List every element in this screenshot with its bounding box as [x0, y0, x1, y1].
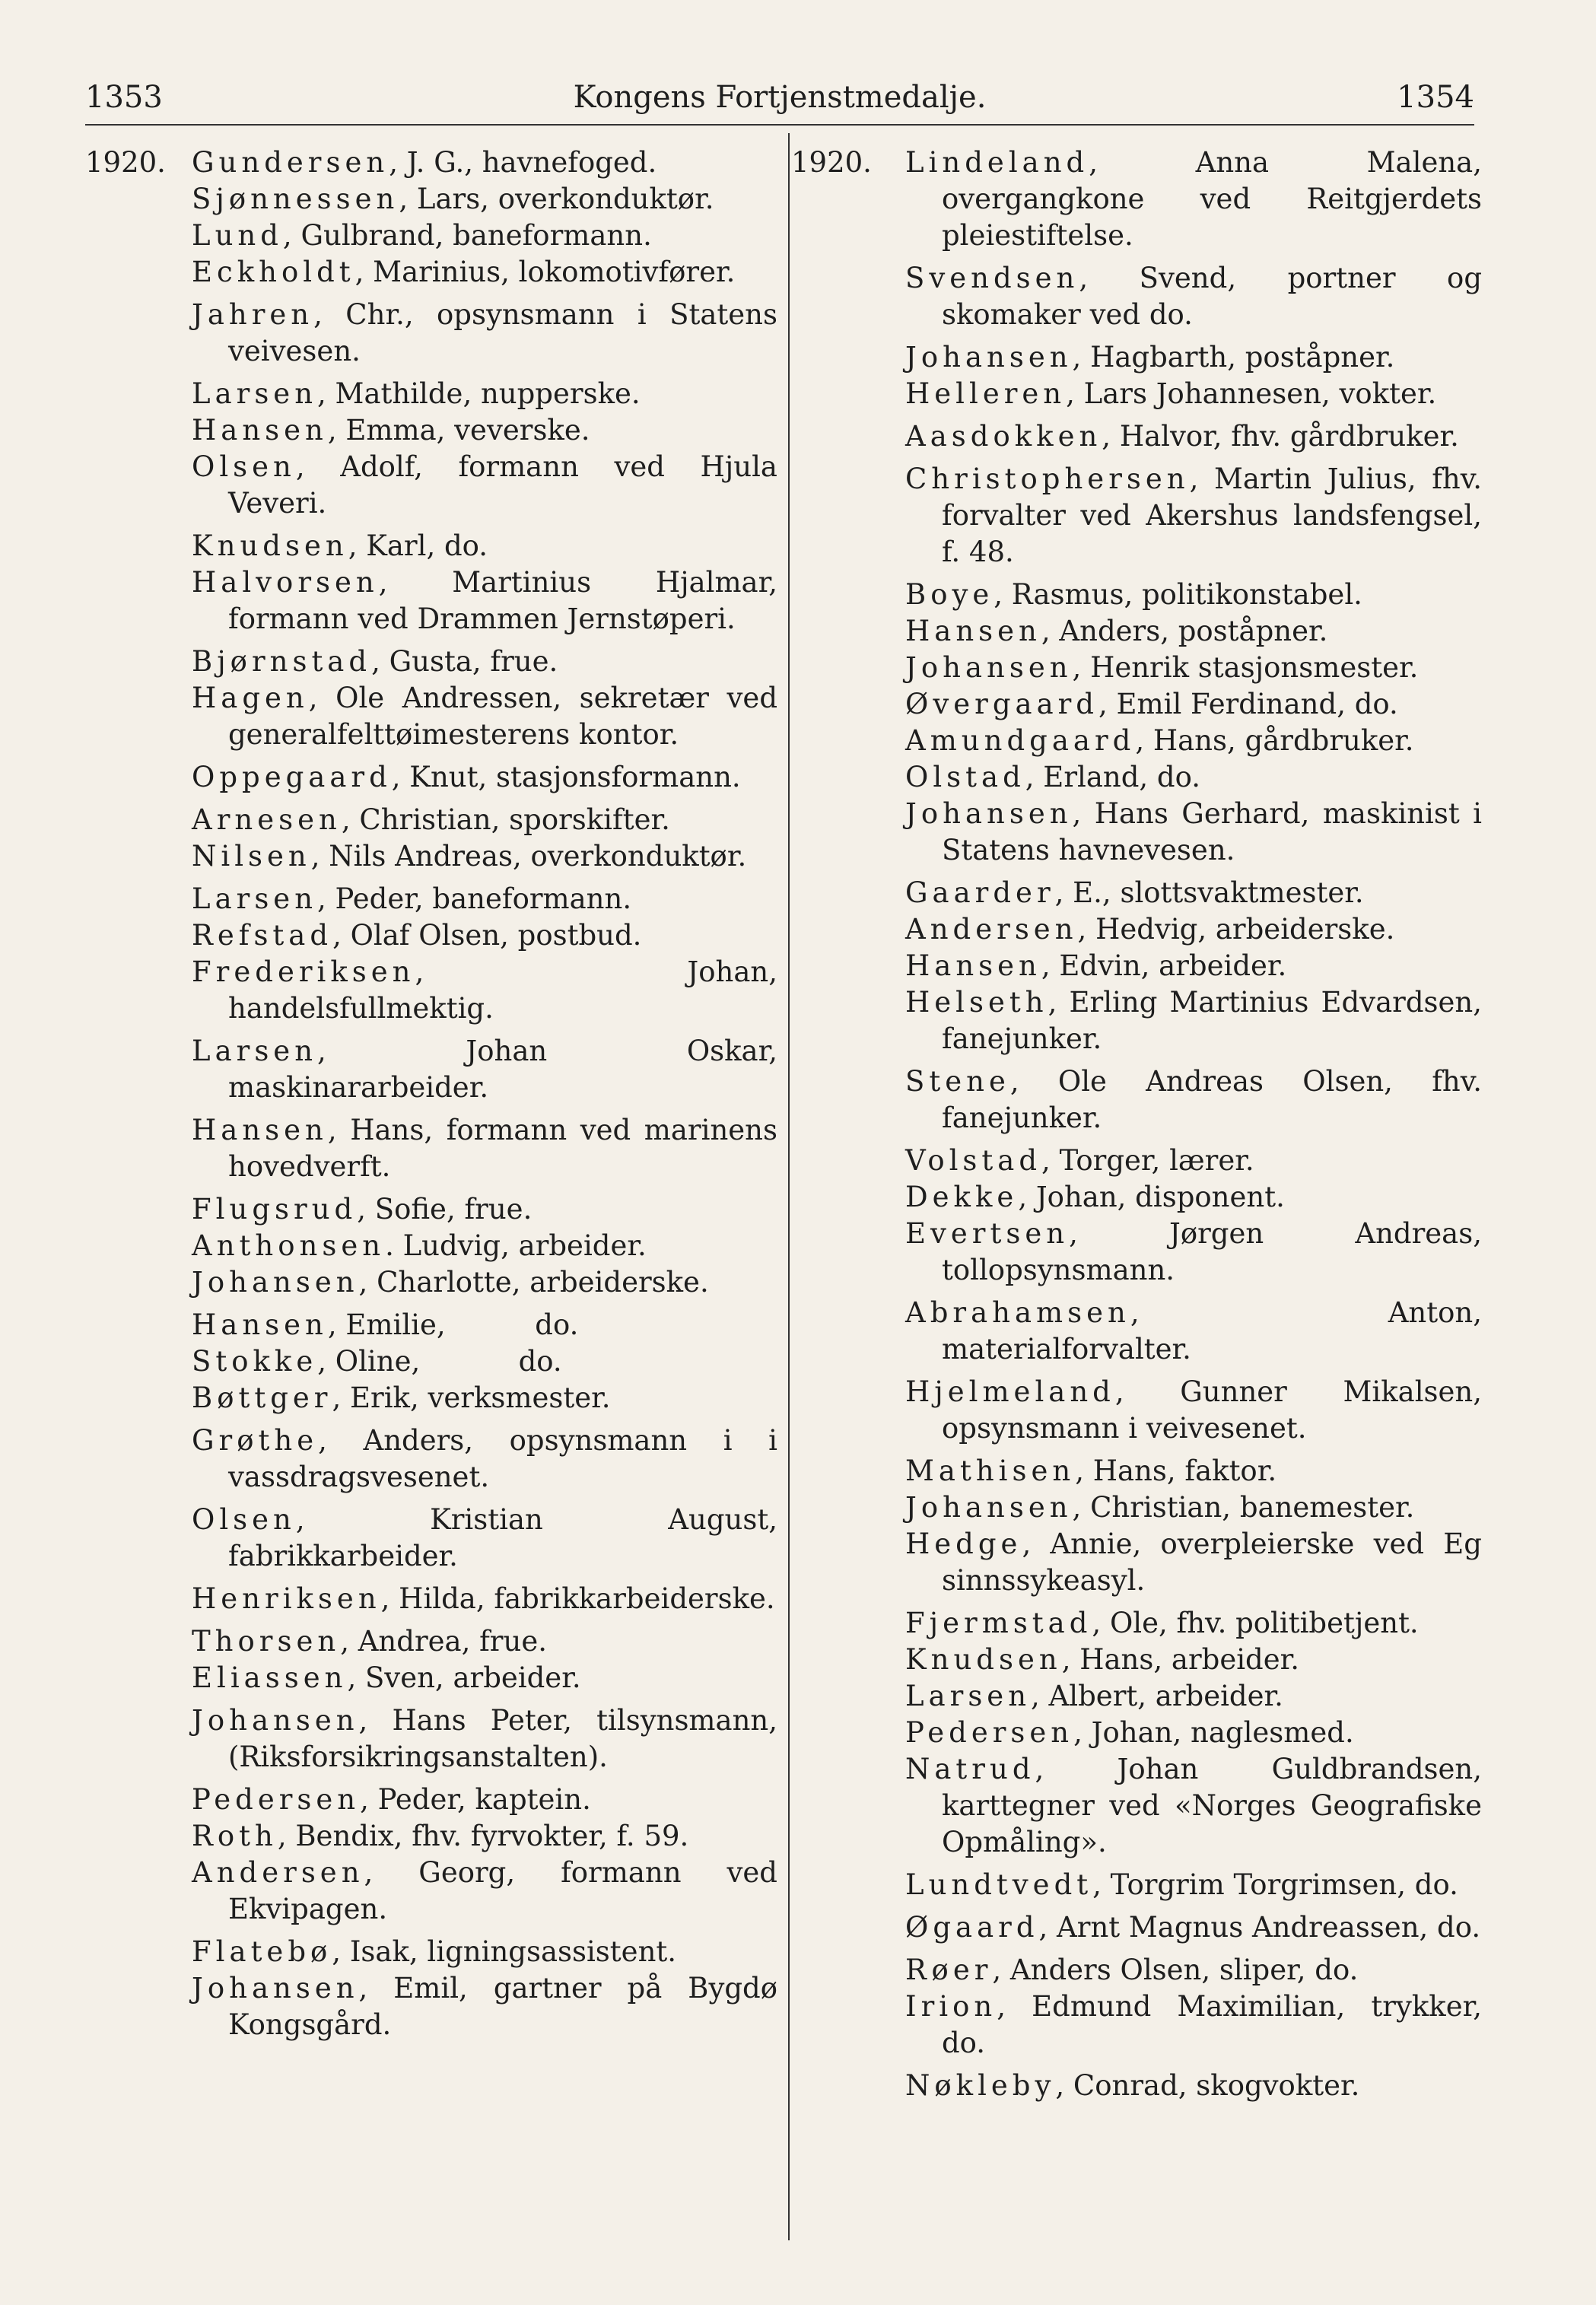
entry-details: , Gulbrand, baneformann. — [282, 219, 652, 252]
entry-details: , Hans, faktor. — [1075, 1455, 1277, 1487]
entry-surname: Nilsen — [192, 840, 311, 873]
entry-surname: Hansen — [192, 1308, 328, 1341]
entry-details: , Gusta, frue. — [371, 645, 558, 678]
register-entry — [192, 838, 777, 875]
register-entry — [192, 1112, 777, 1185]
entry-surname: Aasdokken — [905, 420, 1102, 453]
entry-details: , Hans, arbeider. — [1061, 1643, 1300, 1676]
register-entry — [192, 1703, 777, 1776]
entry-details: , J. G., havnefoged. — [389, 146, 657, 179]
entry-details: , Emilie, do. — [327, 1308, 579, 1341]
entry-surname: Flatebø — [192, 1935, 332, 1968]
entry-details: , Erik, verksmester. — [332, 1381, 611, 1414]
register-entry — [905, 613, 1482, 650]
entry-surname: Bjørnstad — [192, 645, 372, 678]
entry-surname: Thorsen — [192, 1625, 341, 1658]
entry-details: , Emil, gartner på Bygdø Kongsgård. — [228, 1972, 777, 2041]
register-entry — [905, 1143, 1482, 1179]
entry-details: , Erland, do. — [1025, 761, 1201, 793]
entry-surname: Hansen — [905, 615, 1041, 647]
entry-details: , Hans, gårdbruker. — [1135, 724, 1414, 757]
register-entry — [192, 954, 777, 1027]
entry-details: , Peder, baneformann. — [317, 882, 632, 915]
entry-details: , Martin Julius, fhv. forvalter ved Akershus landsfengsel, f. 48. — [942, 463, 1482, 568]
register-entry — [192, 1380, 777, 1416]
entry-surname: Larsen — [905, 1680, 1032, 1712]
register-entry — [192, 254, 777, 291]
register-entry — [192, 376, 777, 412]
register-entry — [905, 1751, 1482, 1861]
register-entry — [192, 1033, 777, 1106]
entry-details: , Albert, arbeider. — [1031, 1680, 1283, 1712]
entry-details: , Karl, do. — [348, 529, 488, 562]
register-entry — [905, 1490, 1482, 1526]
entry-details: , Sofie, frue. — [357, 1193, 533, 1226]
entry-details: , Marinius, lokomotivfører. — [354, 256, 736, 288]
entry-surname: Abrahamsen — [905, 1296, 1130, 1329]
entry-details: , Charlotte, arbeiderske. — [358, 1266, 709, 1299]
register-entry — [192, 1343, 777, 1380]
entry-surname: Fjermstad — [905, 1607, 1092, 1639]
entry-details: , Henrik stasjonsmester. — [1072, 651, 1419, 684]
entry-surname: Natrud — [905, 1753, 1035, 1785]
entry-details: , Hans, formann ved marinens hovedverft. — [228, 1114, 777, 1183]
entry-surname: Stene — [905, 1065, 1010, 1098]
entry-surname: Eckholdt — [192, 256, 355, 288]
entry-surname: Eliassen — [192, 1661, 348, 1694]
entry-surname: Dekke — [905, 1181, 1019, 1213]
register-entry — [905, 1909, 1482, 1946]
entry-surname: Nøkleby — [905, 2069, 1056, 2102]
entry-surname: Hagen — [192, 682, 309, 714]
register-entry — [192, 917, 777, 954]
entry-details: , Anton, materialforvalter. — [942, 1296, 1482, 1366]
entry-details: , Hans Peter, tilsynsmann, (Riksforsikringsanstalten). — [228, 1704, 777, 1773]
register-entry — [192, 412, 777, 449]
register-entry — [905, 650, 1482, 686]
entry-surname: Knudsen — [192, 529, 348, 562]
register-entry — [192, 644, 777, 680]
entry-surname: Roth — [192, 1820, 278, 1852]
entry-surname: Knudsen — [905, 1643, 1062, 1676]
entry-details: , Conrad, skogvokter. — [1055, 2069, 1360, 2102]
year-label: 1920. — [791, 146, 872, 179]
entry-surname: Gaarder — [905, 876, 1055, 909]
entry-details: , Rasmus, politikonstabel. — [994, 578, 1362, 611]
page-number-left: 1353 — [85, 80, 163, 115]
register-entry — [192, 218, 777, 254]
entry-details: , Georg, formann ved Ekvipagen. — [228, 1856, 777, 1925]
entry-surname: Irion — [905, 1990, 997, 2023]
entry-details: , Anna Malena, overgangkone ved Reitgjerdets pleiestiftelse. — [942, 146, 1482, 252]
register-entry — [192, 1581, 777, 1617]
entry-surname: Pedersen — [192, 1783, 361, 1816]
entry-details: , Torger, lærer. — [1041, 1144, 1254, 1177]
entry-details: , Torgrim Torgrimsen, do. — [1092, 1868, 1458, 1901]
entry-details: , Hilda, fabrikkarbeiderske. — [380, 1582, 775, 1615]
register-entry — [192, 564, 777, 637]
register-entry — [905, 1295, 1482, 1368]
register-entry — [905, 875, 1482, 911]
register-entry — [192, 181, 777, 218]
entry-surname: Anthonsen — [192, 1229, 386, 1262]
entry-surname: Andersen — [192, 1856, 364, 1889]
register-entry — [905, 911, 1482, 948]
entry-details: , Kristian August, fabrikkarbeider. — [228, 1503, 777, 1572]
entry-surname: Johansen — [905, 1491, 1073, 1524]
entry-surname: Johansen — [905, 341, 1073, 374]
register-entry — [192, 1228, 777, 1264]
entry-surname: Refstad — [192, 919, 333, 952]
register-entry — [905, 1867, 1482, 1903]
entry-surname: Lund — [192, 219, 283, 252]
entry-details: , Nils Andreas, overkonduktør. — [310, 840, 747, 873]
register-entry — [905, 1453, 1482, 1490]
register-entry — [905, 984, 1482, 1057]
entry-surname: Hansen — [192, 1114, 328, 1146]
entry-details: , Peder, kaptein. — [360, 1783, 591, 1816]
entry-details: , Ole Andressen, sekretær ved generalfelttøimesterens kontor. — [228, 682, 777, 751]
entry-surname: Olstad — [905, 761, 1025, 793]
register-entry — [905, 759, 1482, 796]
entry-surname: Øgaard — [905, 1911, 1039, 1944]
entry-details: , Emma, veverske. — [327, 414, 590, 447]
register-entry — [192, 528, 777, 564]
running-header — [85, 75, 1474, 120]
entry-surname: Christophersen — [905, 463, 1190, 495]
register-entry — [905, 686, 1482, 723]
entry-surname: Hjelmeland — [905, 1375, 1115, 1408]
register-entry — [905, 796, 1482, 869]
entry-details: , Johan, naglesmed. — [1073, 1716, 1354, 1749]
register-entry — [905, 260, 1482, 333]
register-entry — [905, 1678, 1482, 1715]
register-entry — [192, 1423, 777, 1496]
entry-surname: Evertsen — [905, 1217, 1070, 1250]
register-entry — [192, 680, 777, 753]
entry-surname: Pedersen — [905, 1716, 1074, 1749]
register-entry — [192, 1502, 777, 1575]
entry-details: , Lars Johannesen, vokter. — [1066, 377, 1437, 410]
header-rule — [85, 124, 1474, 126]
entry-details: , Annie, overpleierske ved Eg sinnssykeasyl. — [942, 1528, 1482, 1597]
entry-details: , Olaf Olsen, postbud. — [332, 919, 642, 952]
register-entry — [192, 1970, 777, 2043]
register-entry — [192, 1855, 777, 1928]
entry-surname: Johansen — [905, 797, 1073, 830]
register-entry — [905, 2068, 1482, 2104]
entry-surname: Frederiksen — [192, 955, 415, 988]
register-entry — [192, 297, 777, 370]
entry-surname: Johansen — [192, 1704, 359, 1737]
entry-details: , Martinius Hjalmar, formann ved Drammen Jernstøperi. — [228, 566, 777, 635]
entry-surname: Mathisen — [905, 1455, 1076, 1487]
entry-surname: Sjønnessen — [192, 183, 399, 215]
entry-details: , E., slottsvaktmester. — [1054, 876, 1364, 909]
entry-surname: Boye — [905, 578, 994, 611]
entry-surname: Olsen — [192, 450, 296, 483]
entry-details: , Johan, disponent. — [1018, 1181, 1285, 1213]
entry-details: , Adolf, formann ved Hjula Veveri. — [228, 450, 777, 520]
register-entry — [905, 339, 1482, 376]
register-entry — [905, 1063, 1482, 1137]
register-entry — [192, 881, 777, 917]
entry-surname: Helleren — [905, 377, 1067, 410]
entry-details: , Johan Guldbrandsen, karttegner ved «Norges Geografiske Opmåling». — [942, 1753, 1482, 1858]
entry-details: , Jørgen Andreas, tollopsynsmann. — [942, 1217, 1482, 1286]
entry-details: , Christian, sporskifter. — [341, 803, 670, 836]
entry-details: , Gunner Mikalsen, opsynsmann i veivesenet. — [942, 1375, 1482, 1445]
entry-details: , Ole Andreas Olsen, fhv. fanejunker. — [942, 1065, 1482, 1134]
entry-surname: Hedge — [905, 1528, 1022, 1560]
register-entry — [905, 1642, 1482, 1678]
register-entry — [905, 577, 1482, 613]
register-entry — [192, 1623, 777, 1660]
register-entry — [192, 1934, 777, 1970]
entry-details: , Mathilde, nupperske. — [317, 377, 641, 410]
register-entry — [192, 802, 777, 838]
register-entry — [905, 948, 1482, 984]
register-entry — [905, 1715, 1482, 1751]
entry-details: , Chr., opsynsmann i Statens veivesen. — [228, 298, 777, 367]
register-entry — [905, 461, 1482, 571]
entry-surname: Lundtvedt — [905, 1868, 1093, 1901]
register-entry — [905, 1374, 1482, 1447]
register-entry — [192, 1660, 777, 1696]
entry-details: , Halvor, fhv. gårdbruker. — [1102, 420, 1459, 453]
entry-details: , Johan Oskar, maskinararbeider. — [228, 1035, 777, 1104]
entry-details: , Andrea, frue. — [340, 1625, 547, 1658]
entry-surname: Volstad — [905, 1144, 1042, 1177]
register-entry — [905, 1952, 1482, 1989]
register-entry — [905, 145, 1482, 254]
entry-surname: Larsen — [192, 882, 318, 915]
entry-surname: Andersen — [905, 913, 1078, 946]
register-entry — [192, 1191, 777, 1228]
register-entry — [192, 1307, 777, 1343]
entry-surname: Johansen — [192, 1266, 359, 1299]
entry-surname: Røer — [905, 1954, 993, 1986]
register-entry — [905, 418, 1482, 455]
register-entry — [905, 1989, 1482, 2062]
year-label: 1920. — [85, 146, 166, 179]
register-entry — [192, 759, 777, 796]
register-entry — [905, 1605, 1482, 1642]
register-entry — [905, 1526, 1482, 1599]
entry-surname: Flugsrud — [192, 1193, 358, 1226]
entry-surname: Stokke — [192, 1345, 318, 1378]
entry-details: , Svend, portner og skomaker ved do. — [942, 262, 1482, 331]
entry-details: , Johan, handelsfullmektig. — [228, 955, 777, 1025]
entry-surname: Henriksen — [192, 1582, 381, 1615]
register-entry — [905, 723, 1482, 759]
entry-details: , Hedvig, arbeiderske. — [1077, 913, 1395, 946]
page-number-right: 1354 — [1397, 80, 1474, 115]
entry-surname: Hansen — [192, 414, 328, 447]
entry-details: , Bendix, fhv. fyrvokter, f. 59. — [277, 1820, 689, 1852]
entry-details: , Hans Gerhard, maskinist i Statens havnevesen. — [942, 797, 1482, 866]
entry-surname: Lindeland — [905, 146, 1089, 179]
entry-surname: Johansen — [905, 651, 1073, 684]
register-entry — [905, 376, 1482, 412]
register-entry — [905, 1179, 1482, 1216]
entry-details: , Christian, banemester. — [1072, 1491, 1415, 1524]
register-entry — [192, 1264, 777, 1301]
entry-surname: Svendsen — [905, 262, 1079, 294]
entry-surname: Bøttger — [192, 1381, 332, 1414]
register-entry — [192, 1818, 777, 1855]
entry-details: , Emil Ferdinand, do. — [1098, 688, 1398, 720]
entry-details: , Hagbarth, poståpner. — [1072, 341, 1395, 374]
entry-details: , Oline, do. — [317, 1345, 562, 1378]
entry-surname: Helseth — [905, 986, 1048, 1019]
entry-surname: Halvorsen — [192, 566, 379, 599]
entry-surname: Arnesen — [192, 803, 342, 836]
entry-surname: Amundgaard — [905, 724, 1136, 757]
entry-surname: Olsen — [192, 1503, 296, 1536]
register-entry — [192, 145, 777, 181]
register-entry — [905, 1216, 1482, 1289]
entry-details: , Anders, opsynsmann i i vassdragsvesenet. — [228, 1424, 777, 1493]
entry-surname: Hansen — [905, 949, 1041, 982]
entry-details: , Isak, ligningsassistent. — [332, 1935, 677, 1968]
entry-surname: Larsen — [192, 1035, 318, 1067]
entry-details: , Anders, poståpner. — [1041, 615, 1328, 647]
entry-surname: Øvergaard — [905, 688, 1098, 720]
entry-list — [905, 145, 1482, 2104]
entry-details: , Lars, overkonduktør. — [399, 183, 714, 215]
entry-details: , Sven, arbeider. — [347, 1661, 581, 1694]
entry-details: , Anders Olsen, sliper, do. — [992, 1954, 1359, 1986]
entry-details: , Edvin, arbeider. — [1041, 949, 1287, 982]
entry-details: , Ole, fhv. politibetjent. — [1092, 1607, 1419, 1639]
entry-surname: Oppegaard — [192, 761, 392, 793]
entry-surname: Jahren — [192, 298, 314, 331]
page-title: Kongens Fortjenstmedalje. — [573, 80, 987, 115]
entry-details: , Arnt Magnus Andreassen, do. — [1038, 1911, 1481, 1944]
entry-details: , Erling Martinius Edvardsen, fanejunker. — [942, 986, 1482, 1055]
register-entry — [192, 449, 777, 522]
entry-list — [192, 145, 777, 2043]
entry-details: . Ludvig, arbeider. — [385, 1229, 647, 1262]
entry-surname: Johansen — [192, 1972, 359, 2005]
register-entry — [192, 1782, 777, 1818]
entry-surname: Grøthe — [192, 1424, 319, 1457]
entry-surname: Gundersen — [192, 146, 389, 179]
entry-details: , Knut, stasjonsformann. — [391, 761, 741, 793]
entry-surname: Larsen — [192, 377, 318, 410]
column-divider — [788, 133, 790, 2240]
entry-details: , Edmund Maximilian, trykker, do. — [942, 1990, 1482, 2059]
